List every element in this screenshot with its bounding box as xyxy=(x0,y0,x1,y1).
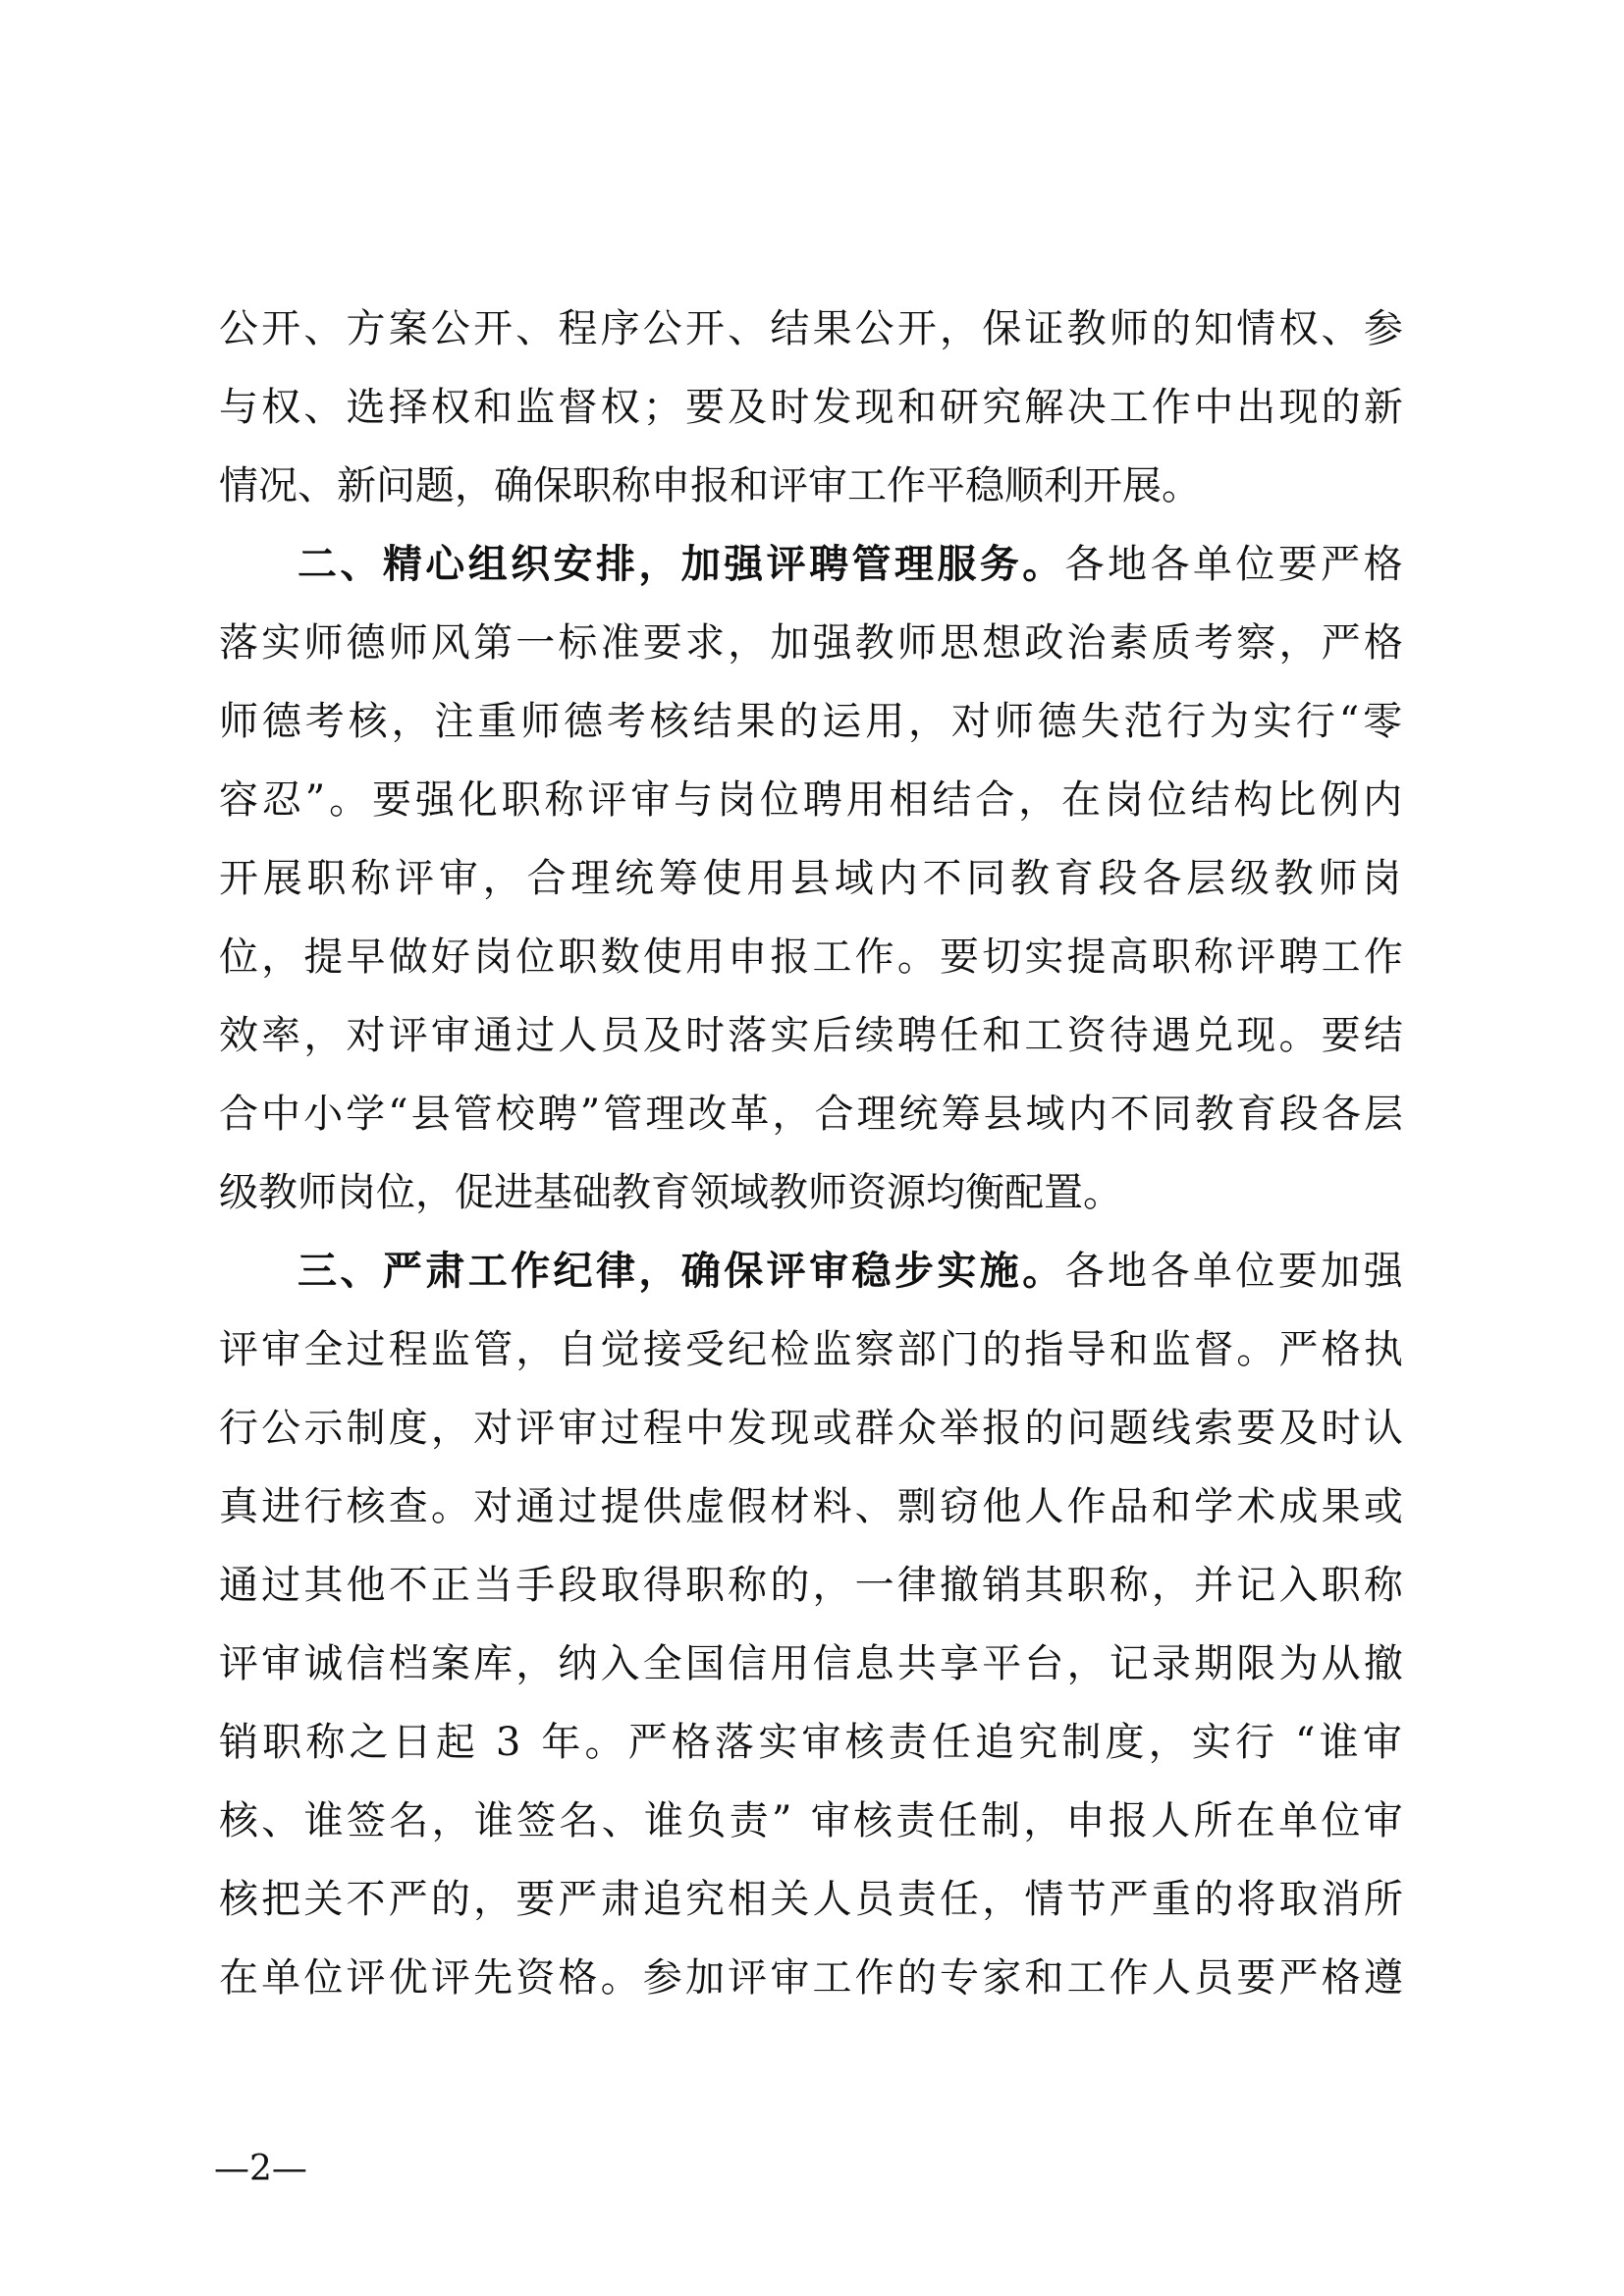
line-text: 行公示制度，对评审过程中发现或群众举报的问题线索要及时认 xyxy=(219,1406,1406,1451)
text-line xyxy=(0,1310,1624,1389)
page-number: —2— xyxy=(214,2149,307,2189)
line-text: 真进行核查。对通过提供虚假材料、剽窃他人作品和学术成果或 xyxy=(219,1484,1406,1529)
text-line xyxy=(0,1939,1624,2017)
line-text: 核把关不严的，要严肃追究相关人员责任，情节严重的将取消所 xyxy=(219,1877,1406,1922)
section-heading-line xyxy=(0,1232,1624,1310)
line-text: 合中小学“县管校聘”管理改革，合理统筹县域内不同教育段各层 xyxy=(219,1092,1406,1137)
line-text: 公开、方案公开、程序公开、结果公开，保证教师的知情权、参 xyxy=(219,306,1406,351)
text-line xyxy=(0,447,1624,525)
section-heading: 三、严肃工作纪律，确保评审稳步实施。 xyxy=(298,1249,1065,1294)
text-line xyxy=(0,1075,1624,1153)
line-text: 效率，对评审通过人员及时落实后续聘任和工资待遇兑现。要结 xyxy=(219,1013,1406,1058)
line-text: 销职称之日起 3 年。严格落实审核责任追究制度，实行 “谁审 xyxy=(219,1720,1406,1765)
text-line xyxy=(0,918,1624,996)
section-heading-line xyxy=(0,525,1624,604)
text-line xyxy=(0,996,1624,1075)
line-text: 位，提早做好岗位职数使用申报工作。要切实提高职称评聘工作 xyxy=(219,934,1406,980)
line-text: 各地各单位要加强 xyxy=(1064,1249,1407,1294)
text-line xyxy=(0,1703,1624,1782)
line-text: 评审全过程监管，自觉接受纪检监察部门的指导和监督。严格执 xyxy=(219,1327,1406,1372)
text-line xyxy=(0,368,1624,447)
line-text: 与权、选择权和监督权；要及时发现和研究解决工作中出现的新 xyxy=(219,385,1406,430)
line-text: 在单位评优评先资格。参加评审工作的专家和工作人员要严格遵 xyxy=(219,1955,1406,2001)
section-heading: 二、精心组织安排，加强评聘管理服务。 xyxy=(298,542,1065,587)
line-text: 评审诚信档案库，纳入全国信用信息共享平台，记录期限为从撤 xyxy=(219,1641,1406,1686)
line-text: 情况、新问题，确保职称申报和评审工作平稳顺利开展。 xyxy=(219,463,1201,508)
line-text: 师德考核，注重师德考核结果的运用，对师德失范行为实行“零 xyxy=(219,699,1406,744)
text-line xyxy=(0,1468,1624,1546)
text-line xyxy=(0,1782,1624,1860)
text-line xyxy=(0,604,1624,682)
text-line xyxy=(0,682,1624,761)
line-text: 级教师岗位，促进基础教育领域教师资源均衡配置。 xyxy=(219,1170,1122,1215)
text-line xyxy=(0,1153,1624,1232)
line-text: 开展职称评审，合理统筹使用县域内不同教育段各层级教师岗 xyxy=(219,856,1406,901)
line-text: 容忍”。要强化职称评审与岗位聘用相结合，在岗位结构比例内 xyxy=(219,777,1406,823)
line-text: 通过其他不正当手段取得职称的，一律撤销其职称，并记入职称 xyxy=(219,1563,1406,1608)
line-text: 落实师德师风第一标准要求，加强教师思想政治素质考察，严格 xyxy=(219,620,1406,666)
line-text: 核、谁签名，谁签名、谁负责” 审核责任制，申报人所在单位审 xyxy=(219,1798,1406,1843)
text-line xyxy=(0,1860,1624,1939)
line-text: 各地各单位要严格 xyxy=(1064,542,1407,587)
text-line xyxy=(0,1546,1624,1625)
text-line xyxy=(0,1625,1624,1703)
text-line xyxy=(0,290,1624,368)
text-line xyxy=(0,1389,1624,1468)
text-line xyxy=(0,839,1624,918)
text-line xyxy=(0,761,1624,839)
